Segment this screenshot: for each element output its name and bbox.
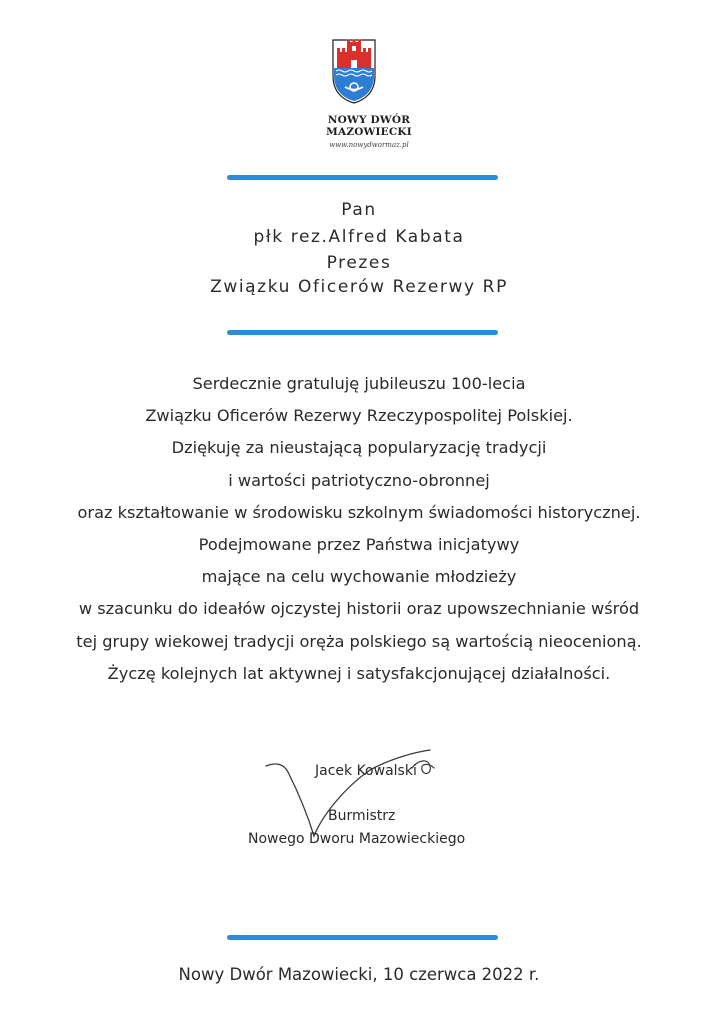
body-line: oraz kształtowanie w środowisku szkolnym świadomości historycznej. — [77, 502, 641, 522]
addressee-title: Prezes — [326, 253, 392, 273]
body-line: mające na celu wychowanie młodzieży — [201, 567, 517, 587]
website-text: www.nowydwormaz.pl — [329, 141, 409, 149]
footer-divider — [227, 935, 498, 940]
addressee-divider — [227, 330, 498, 335]
body-line: Podejmowane przez Państwa inicjatywy — [198, 535, 520, 555]
body-line: w szacunku do ideałów ojczystej historii oraz upowszechnianie wśród — [78, 599, 640, 619]
body-line: Dziękuję za nieustającą popularyzację tradycji — [171, 438, 547, 458]
coat-of-arms-logo — [331, 38, 377, 104]
addressee-name: płk rez.Alfred Kabata — [253, 227, 465, 247]
body-line: Życzę kolejnych lat aktywnej i satysfakcjonującej działalności. — [107, 663, 611, 683]
letter-body — [0, 368, 718, 690]
addressee-organization: Związku Oficerów Rezerwy RP — [210, 277, 508, 297]
body-line: Serdecznie gratuluję jubileuszu 100-lecia — [192, 374, 526, 393]
body-line: Związku Oficerów Rezerwy Rzeczypospolitej Polskiej. — [145, 406, 573, 426]
header-divider — [227, 175, 498, 180]
signatory-role: Burmistrz — [328, 808, 396, 824]
body-line: tej grupy wiekowej tradycji oręża polskiego są wartością nieocenioną. — [76, 631, 642, 651]
town-name-line1: NOWY DWÓR — [327, 114, 411, 126]
body-line: i wartości patriotyczno-obronnej — [228, 470, 490, 490]
addressee-salutation: Pan — [341, 200, 377, 220]
town-name-line2: MAZOWIECKI — [326, 126, 412, 138]
signatory-name: Jacek Kowalski — [315, 763, 417, 779]
signatory-office: Nowego Dworu Mazowieckiego — [248, 831, 466, 847]
place-and-date: Nowy Dwór Mazowiecki, 10 czerwca 2022 r. — [178, 965, 540, 984]
